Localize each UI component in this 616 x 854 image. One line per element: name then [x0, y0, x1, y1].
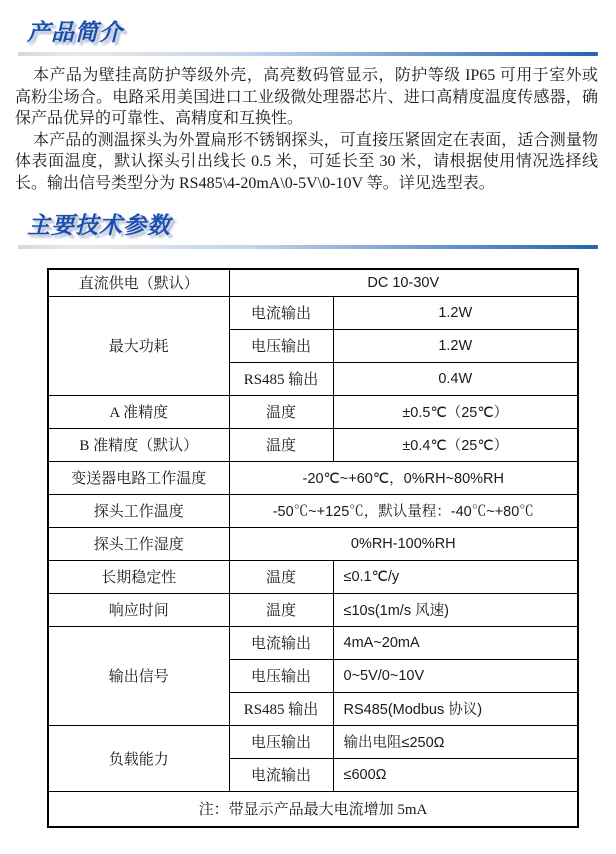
- sub-label: 电压输出: [229, 329, 333, 362]
- spec-row-stability: [48, 560, 578, 593]
- spec-row-note: [48, 791, 578, 827]
- value-cell: 4mA~20mA: [333, 626, 578, 659]
- spec-row-max-power-current: [48, 296, 578, 329]
- row-label: B 准精度（默认）: [48, 428, 229, 461]
- spec-row-circuit-temp: [48, 461, 578, 494]
- section-title-product-intro: 产品简介: [27, 19, 123, 45]
- spec-row-load-voltage: [48, 725, 578, 758]
- sub-label: 电压输出: [229, 659, 333, 692]
- row-label: 直流供电（默认）: [48, 269, 229, 296]
- table-note: 注：带显示产品最大电流增加 5mA: [48, 791, 578, 827]
- section-title-tech-params: 主要技术参数: [27, 212, 171, 238]
- document-page: [0, 14, 616, 828]
- row-label: 探头工作温度: [48, 494, 229, 527]
- value-cell: ≤10s(1m/s 风速): [333, 593, 578, 626]
- intro-paragraph-2: 本产品的测温探头为外置扁形不锈钢探头，可直接压紧固定在表面，适合测量物体表面温度，默认探头引出线长 0.5 米，可延长至 30 米，请根据使用情况选择线长。输出信号类型分为 RS485\4-20mA\0-5V\0-10V 等。详见选型表。: [15, 131, 598, 192]
- sub-label: 温度: [229, 560, 333, 593]
- sub-label: 电流输出: [229, 758, 333, 791]
- row-label: 探头工作湿度: [48, 527, 229, 560]
- intro-paragraph-1: 本产品为壁挂高防护等级外壳，高亮数码管显示，防护等级 IP65 可用于室外或高粉尘场合。电路采用美国进口工业级微处理器芯片、进口高精度温度传感器，确保产品优异的可靠性、高精度和互换性。: [15, 67, 598, 127]
- row-label: 长期稳定性: [48, 560, 229, 593]
- value-cell: -20℃~+60℃，0%RH~80%RH: [229, 461, 578, 494]
- value-cell: 0%RH-100%RH: [229, 527, 578, 560]
- row-label: 响应时间: [48, 593, 229, 626]
- value-cell: ±0.4℃（25℃）: [333, 428, 578, 461]
- spec-row-probe-humidity: [48, 527, 578, 560]
- sub-label: 电压输出: [229, 725, 333, 758]
- sub-label: 电流输出: [229, 296, 333, 329]
- spec-row-output-current: [48, 626, 578, 659]
- sub-label: RS485 输出: [229, 362, 333, 395]
- value-cell: ≤0.1℃/y: [333, 560, 578, 593]
- row-label: 变送器电路工作温度: [48, 461, 229, 494]
- spec-row-dc-power: [48, 269, 578, 296]
- value-cell: 0~5V/0~10V: [333, 659, 578, 692]
- section-divider-bottom: [18, 245, 598, 249]
- intro-text-block: [15, 65, 598, 194]
- value-cell: 1.2W: [333, 329, 578, 362]
- sub-label: 电流输出: [229, 626, 333, 659]
- value-cell: 0.4W: [333, 362, 578, 395]
- value-cell: RS485(Modbus 协议): [333, 692, 578, 725]
- sub-label: 温度: [229, 593, 333, 626]
- value-cell: ±0.5℃（25℃）: [333, 395, 578, 428]
- row-label: 最大功耗: [48, 296, 229, 395]
- sub-label: 温度: [229, 428, 333, 461]
- value-cell: DC 10-30V: [229, 269, 578, 296]
- sub-label: RS485 输出: [229, 692, 333, 725]
- sub-label: 温度: [229, 395, 333, 428]
- row-label: A 准精度: [48, 395, 229, 428]
- value-cell: 输出电阻≤250Ω: [333, 725, 578, 758]
- specs-table: [47, 268, 579, 828]
- spec-row-accuracy-a: [48, 395, 578, 428]
- row-label: 负载能力: [48, 725, 229, 791]
- spec-row-accuracy-b: [48, 428, 578, 461]
- spec-row-probe-temp: [48, 494, 578, 527]
- value-cell: 1.2W: [333, 296, 578, 329]
- row-label: 输出信号: [48, 626, 229, 725]
- spec-row-response-time: [48, 593, 578, 626]
- section-divider-top: [18, 52, 598, 56]
- value-cell: ≤600Ω: [333, 758, 578, 791]
- value-cell: -50℃~+125℃，默认量程：-40℃~+80℃: [229, 494, 578, 527]
